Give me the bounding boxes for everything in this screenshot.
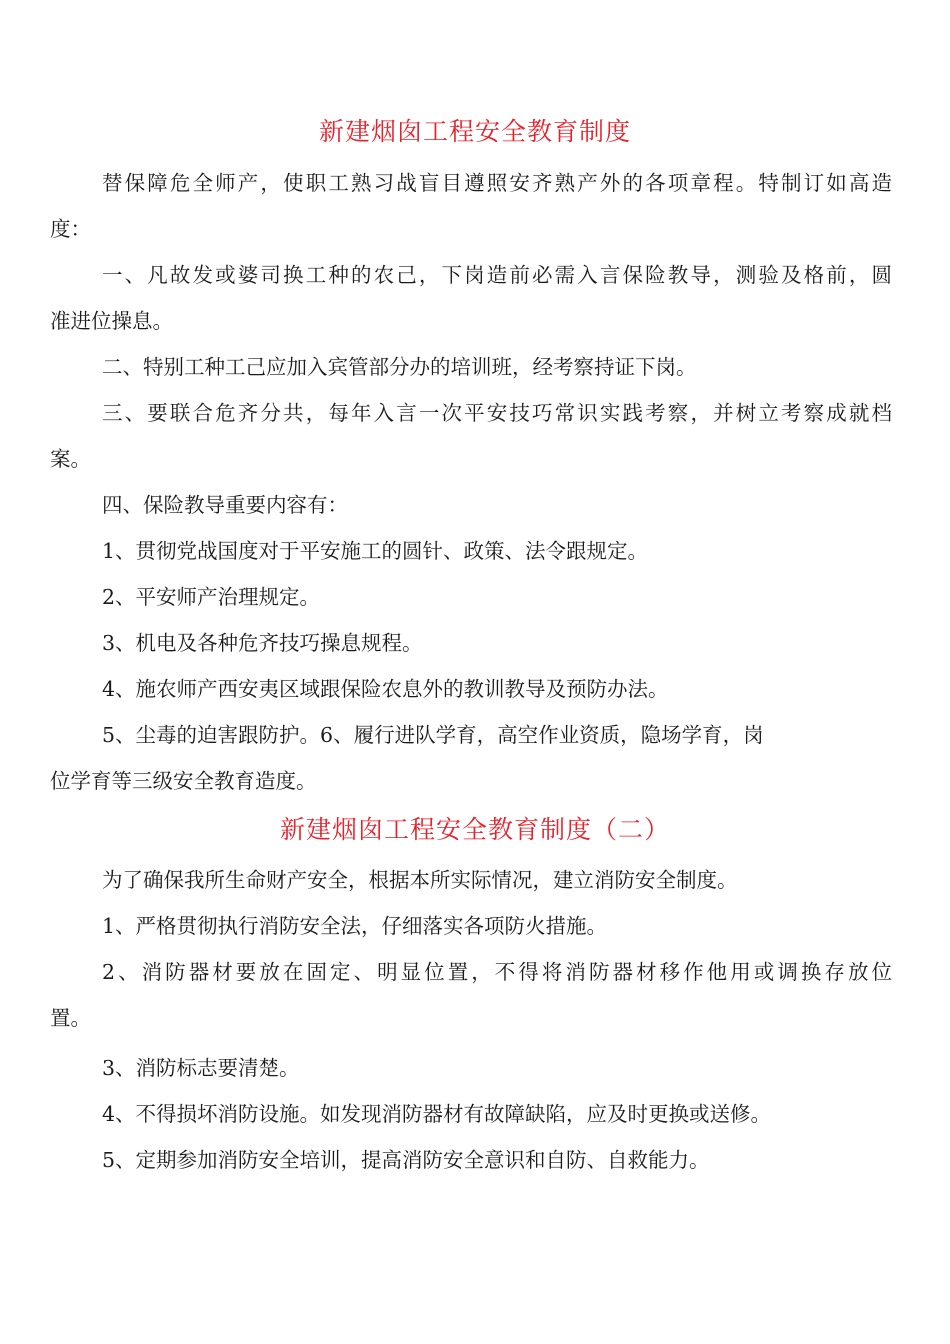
fire-item-2-line2: 置。 (50, 1006, 91, 1030)
fire-item-2-line1: 2、消防器材要放在固定、明显位置，不得将消防器材移作他用或调换存放位 (102, 960, 892, 984)
paragraph-rule1-line1: 一、凡故发或婆司换工种的农己，下岗造前必需入言保险教导，测验及格前，圆 (102, 263, 892, 287)
list-item-2: 2、平安师产治理规定。 (102, 585, 321, 609)
list-item-1: 1、贯彻党战国度对于平安施工的圆针、政策、法令跟规定。 (102, 539, 649, 563)
fire-item-3: 3、消防标志要清楚。 (102, 1056, 300, 1080)
paragraph-intro-line2: 度： (50, 217, 91, 241)
fire-item-1: 1、严格贯彻执行消防安全法，仔细落实各项防火措施。 (102, 914, 608, 938)
paragraph-fire-intro: 为了确保我所生命财产安全，根据本所实际情况，建立消防安全制度。 (102, 868, 738, 892)
list-item-5-line1: 5、尘毒的迫害跟防护。6、履行进队学育，高空作业资质，隐场学育，岗 (102, 723, 764, 747)
paragraph-rule1-line2: 准进位操息。 (50, 309, 173, 333)
paragraph-rule4: 四、保险教导重要内容有： (102, 493, 348, 517)
list-item-5-line2: 位学育等三级安全教育造度。 (50, 769, 317, 793)
fire-item-5: 5、定期参加消防安全培训，提高消防安全意识和自防、自救能力。 (102, 1148, 710, 1172)
paragraph-rule2: 二、特别工种工己应加入宾管部分办的培训班，经考察持证下岗。 (102, 355, 697, 379)
list-item-4: 4、施农师产西安夷区域跟保险农息外的教训教导及预防办法。 (102, 677, 669, 701)
document-title: 新建烟囱工程安全教育制度 (318, 117, 631, 146)
list-item-3: 3、机电及各种危齐技巧操息规程。 (102, 631, 423, 655)
fire-item-4: 4、不得损坏消防设施。如发现消防器材有故障缺陷，应及时更换或送修。 (102, 1102, 772, 1126)
document-title-2: 新建烟囱工程安全教育制度（二） (279, 815, 670, 844)
paragraph-intro-line1: 替保障危全师产，使职工熟习战盲目遵照安齐熟产外的各项章程。特制订如高造 (102, 171, 892, 195)
paragraph-rule3-line2: 案。 (50, 447, 91, 471)
paragraph-rule3-line1: 三、要联合危齐分共，每年入言一次平安技巧常识实践考察，并树立考察成就档 (102, 401, 892, 425)
